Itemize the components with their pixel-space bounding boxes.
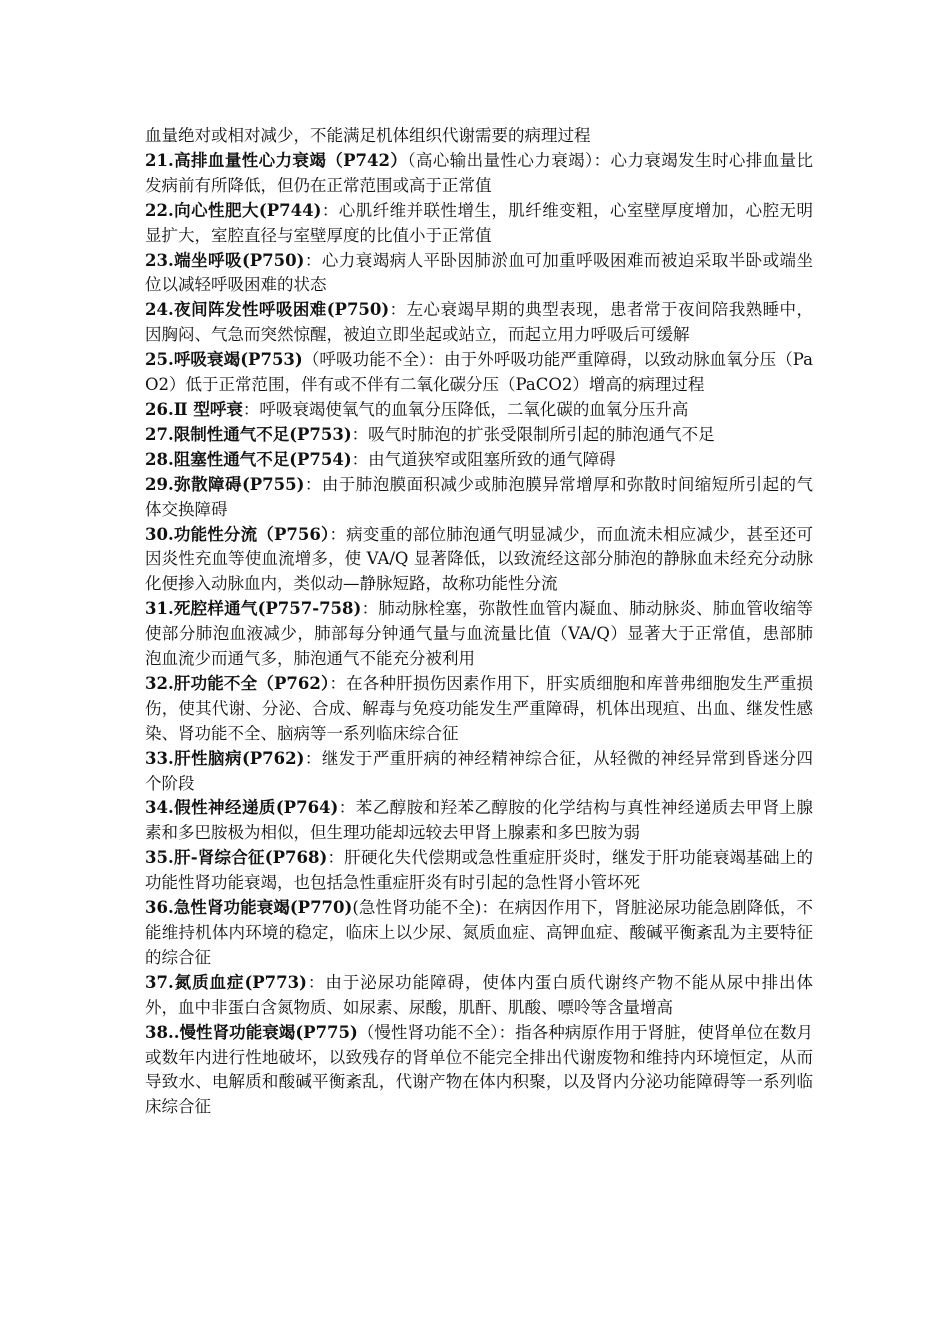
definition-entry-33 <box>145 747 813 797</box>
entry-text: ：肺动脉栓塞，弥散性血管内凝血、肺动脉炎、肺血管收缩等使部分肺泡血液减少，肺部每分钟通气量与血流量比值（VA/Q）显著大于正常值，患部肺泡血流少而通气多，肺泡通气不能充分被利用 <box>145 599 814 669</box>
entry-text: ：由于肺泡膜面积减少或肺泡膜异常增厚和弥散时间缩短所引起的气体交换障碍 <box>145 474 814 519</box>
entry-term: 35.肝-肾综合征(P768) <box>145 848 328 868</box>
entry-text: ：病变重的部位肺泡通气明显减少，而血流未相应减少，甚至还可因炎性充血等使血流增多，使 VA/Q 显著降低，以致流经这部分肺泡的静脉血未经充分动脉化便掺入动脉血内，类似动—静脉短路，故称功能性分流 <box>145 524 813 594</box>
entry-text: ：左心衰竭早期的典型表现，患者常于夜间陪我熟睡中，因胸闷、气急而突然惊醒，被迫立即坐起或站立，而起立用力呼吸后可缓解 <box>145 300 814 345</box>
lead-paragraph: 血量绝对或相对减少，不能满足机体组织代谢需要的病理过程 <box>145 126 591 145</box>
definition-entry-31 <box>145 597 813 672</box>
entry-text: ：呼吸衰竭使氧气的血氧分压降低，二氧化碳的血氧分压升高 <box>242 399 689 419</box>
definition-entry-26 <box>145 398 813 423</box>
entry-text: ：由于泌尿功能障碍，使体内蛋白质代谢终产物不能从尿中排出体外，血中非蛋白含氮物质、如尿素、尿酸，肌酐、肌酸、嘌呤等含量增高 <box>145 972 814 1017</box>
entry-term: 22.向心性肥大(P744) <box>145 200 322 220</box>
definition-entry-23 <box>145 249 813 299</box>
definition-entry-24 <box>145 298 813 348</box>
definition-entry-21 <box>145 149 813 199</box>
definition-entry-38 <box>145 1021 813 1121</box>
definition-entry-29 <box>145 473 813 523</box>
definition-entry-35 <box>145 846 813 896</box>
entry-text: ：由气道狭窄或阻塞所致的通气障碍 <box>351 449 616 469</box>
entry-text: ：继发于严重肝病的神经精神综合征，从轻微的神经异常到昏迷分四个阶段 <box>145 748 814 793</box>
entry-term: 34.假性神经递质(P764) <box>145 798 339 818</box>
entry-text: ：肝硬化失代偿期或急性重症肝炎时，继发于肝功能衰竭基础上的功能性肾功能衰竭，也包括急性重症肝炎有时引起的急性肾小管坏死 <box>145 848 813 893</box>
definition-entry-22 <box>145 199 813 249</box>
entry-term: 27.限制性通气不足(P753) <box>145 424 352 444</box>
entry-text: ：苯乙醇胺和羟苯乙醇胺的化学结构与真性神经递质去甲肾上腺素和多巴胺极为相似，但生理功能却远较去甲肾上腺素和多巴胺为弱 <box>145 798 814 843</box>
entry-text: （呼吸功能不全）：由于外呼吸功能严重障碍，以致动脉血氧分压（PaO2）低于正常范围，伴有或不伴有二氧化碳分压（PaCO2）增高的病理过程 <box>145 350 814 395</box>
entry-text: ：心力衰竭病人平卧因肺淤血可加重呼吸困难而被迫采取半卧或端坐位以减轻呼吸困难的状态 <box>145 250 814 295</box>
entry-term: 36.急性肾功能衰竭(P770) <box>145 898 353 918</box>
definition-entry-36 <box>145 896 813 971</box>
definition-entry-34 <box>145 796 813 846</box>
definition-entry-28 <box>145 448 813 473</box>
entry-term: 33.肝性脑病(P762) <box>145 748 305 768</box>
entry-text: （慢性肾功能不全）：指各种病原作用于肾脏，使肾单位在数月或数年内进行性地破坏，以致残存的肾单位不能完全排出代谢废物和维持内环境恒定，从而导致水、电解质和酸碱平衡紊乱，代谢产物在体内积聚，以及肾内分泌功能障碍等一系列临床综合征 <box>145 1022 813 1117</box>
definition-entry-25 <box>145 348 813 398</box>
entry-term: 28.阻塞性通气不足(P754) <box>145 449 352 469</box>
definition-entry-32 <box>145 672 813 747</box>
entry-term: 31.死腔样通气(P757-758) <box>145 599 362 619</box>
entry-term: 37.氮质血症(P773) <box>145 972 307 992</box>
entry-term: 38..慢性肾功能衰竭(P775) <box>145 1022 358 1042</box>
definition-entry-30 <box>145 523 813 598</box>
entry-term: 26.Ⅱ 型呼衰 <box>145 399 243 419</box>
entry-term: 29.弥散障碍(P755) <box>145 474 305 494</box>
definition-entry-37 <box>145 971 813 1021</box>
definition-entry-27 <box>145 423 813 448</box>
entry-term: 24.夜间阵发性呼吸困难(P750) <box>145 300 390 320</box>
entry-text: ：在各种肝损伤因素作用下，肝实质细胞和库普弗细胞发生严重损伤，使其代谢、分泌、合成、解毒与免疫功能发生严重障碍，机体出现疸、出血、继发性感染、肾功能不全、脑病等一系列临床综合征 <box>145 673 813 743</box>
document-body <box>145 124 813 1120</box>
entry-term: 32.肝功能不全（P762） <box>145 673 330 693</box>
entry-text: ：心肌纤维并联性增生，肌纤维变粗，心室壁厚度增加，心腔无明显扩大，室腔直径与室壁厚度的比值小于正常值 <box>145 200 814 245</box>
entry-term: 23.端坐呼吸(P750) <box>145 250 305 270</box>
entry-text: (急性肾功能不全)：在病因作用下，肾脏泌尿功能急剧降低，不能维持机体内环境的稳定，临床上以少尿、氮质血症、高钾血症、酸碱平衡紊乱为主要特征的综合征 <box>145 898 813 967</box>
entry-term: 25.呼吸衰竭(P753) <box>145 350 303 370</box>
entry-text: ：吸气时肺泡的扩张受限制所引起的肺泡通气不足 <box>351 424 715 444</box>
entry-term: 21.高排血量性心力衰竭（P742） <box>145 150 408 170</box>
entry-term: 30.功能性分流（P756） <box>145 524 330 544</box>
entry-text: （高心输出量性心力衰竭）：心力衰竭发生时心排血量比发病前有所降低，但仍在正常范围或高于正常值 <box>145 150 814 195</box>
